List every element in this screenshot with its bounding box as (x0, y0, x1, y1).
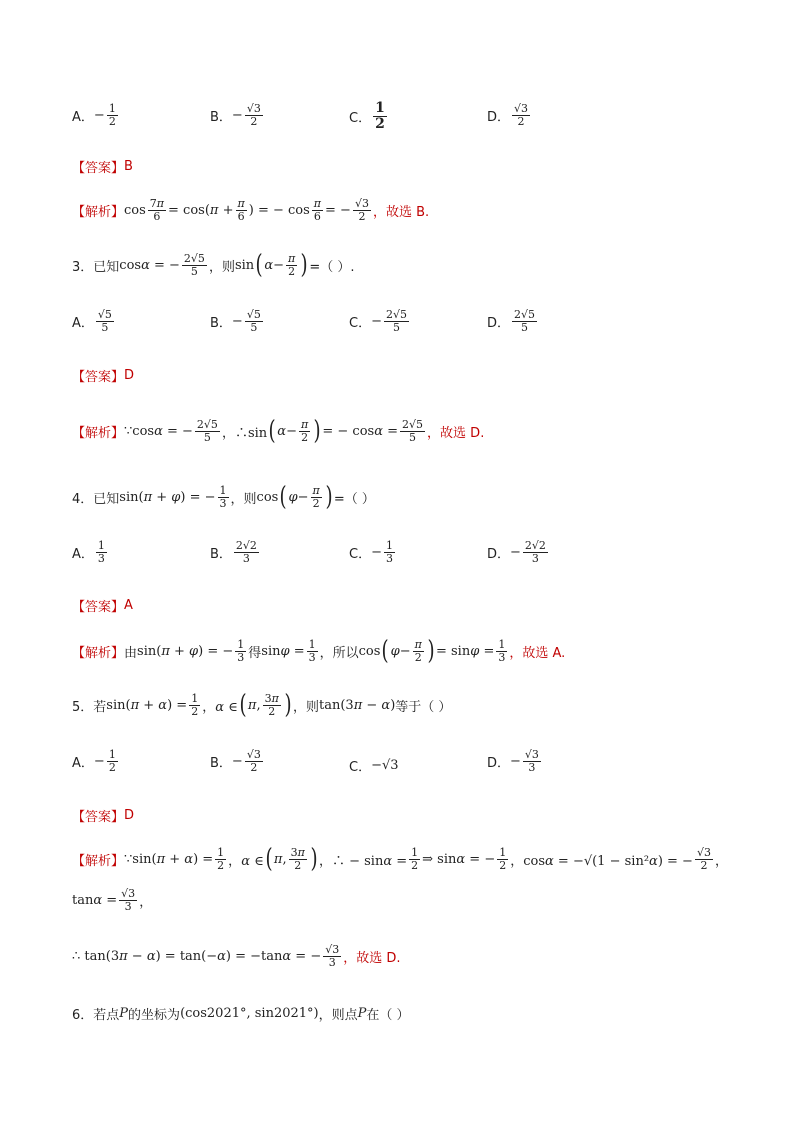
q4-answer: 【答案】 A (72, 598, 133, 615)
q4-option-d: D． − $\frac{2√2}{3}$ (487, 539, 546, 565)
q3-option-a: A． $\frac{√5}{5}$ (72, 308, 112, 334)
q2-option-d: D． $\frac{√3}{2}$ (487, 102, 529, 128)
question-6: 6． 若点 P 的坐标为 (cos2021°, sin2021°) ，则点 P 在（ ） (72, 1006, 410, 1023)
q5-option-d: D． − $\frac{√3}{3}$ (487, 748, 539, 774)
q2-option-a: A． − $\frac{1}{2}$ (72, 102, 116, 128)
question-5: 5． 若 sin(π + α) = $\frac{1}{2}$ ，α ∈ ( π , $\frac{3\pi}{2}$ ) ，则 tan(3π − α) 等于（ ） (72, 690, 452, 720)
q3-analysis: 【解析】 ∵cosα = − $\frac{2√5}{5}$ ，∴sin ( α − $\frac{\pi}{2}$ ) = − cosα = $\frac{2√5}{5}$ ，故选 D. (72, 416, 485, 446)
q5-option-c: C． −√3 (349, 758, 399, 775)
q4-option-b: B． $\frac{2√2}{3}$ (210, 539, 257, 565)
q3-option-d: D． $\frac{2√5}{5}$ (487, 308, 536, 334)
q4-analysis: 【解析】 由 sin(π + φ) = − $\frac{1}{3}$ 得 sinφ = $\frac{1}{3}$ ，所以 cos ( φ − $\frac{\pi}{2}$ ) = sinφ = $\frac{1}{3}$ ，故选 A. (72, 636, 566, 666)
q3-answer: 【答案】 D (72, 368, 135, 385)
q5-option-a: A． − $\frac{1}{2}$ (72, 748, 116, 774)
q3-option-c: C． − $\frac{2√5}{5}$ (349, 308, 407, 334)
q4-option-a: A． $\frac{1}{3}$ (72, 539, 105, 565)
question-3: 3． 已知 cosα = − $\frac{2√5}{5}$ ，则 sin ( α − $\frac{\pi}{2}$ ) =（ ）. (72, 250, 355, 280)
q2-analysis: 【解析】 cos $\frac{7\pi}{6}$ = cos(π + $\frac{\pi}{6}$ ) = − cos $\frac{\pi}{6}$ = − $\frac{√3}{2}$ ，故选 B. (72, 197, 430, 223)
q5-analysis-line2: tanα = $\frac{√3}{3}$ ， (72, 887, 153, 913)
question-4: 4． 已知 sin(π + φ) = − $\frac{1}{3}$ ，则 cos ( φ − $\frac{\pi}{2}$ ) =（ ） (72, 482, 375, 512)
q4-option-c: C． − $\frac{1}{3}$ (349, 539, 393, 565)
q2-answer: 【答案】 B (72, 159, 133, 176)
q3-option-b: B． − $\frac{√5}{5}$ (210, 308, 261, 334)
q5-option-b: B． − $\frac{√3}{2}$ (210, 748, 261, 774)
q2-option-c: C． $\frac{1}{2}$ (349, 100, 385, 132)
q5-answer: 【答案】 D (72, 808, 135, 825)
q5-analysis-line1: 【解析】 ∵sin(π + α) = $\frac{1}{2}$ ，α ∈ ( π , $\frac{3\pi}{2}$ ) ，∴ − sinα = $\frac{1}{2}$ ⇒ sinα = − $\frac{1}{2}$ ，cosα = −√(1 − sin²α) = − $\frac{√3}{2}$ ， (72, 844, 728, 874)
q2-option-b: B． − $\frac{√3}{2}$ (210, 102, 261, 128)
q5-analysis-line3: ∴ tan(3π − α) = tan(−α) = −tanα = − $\frac{√3}{3}$ ，故选 D. (72, 943, 401, 969)
